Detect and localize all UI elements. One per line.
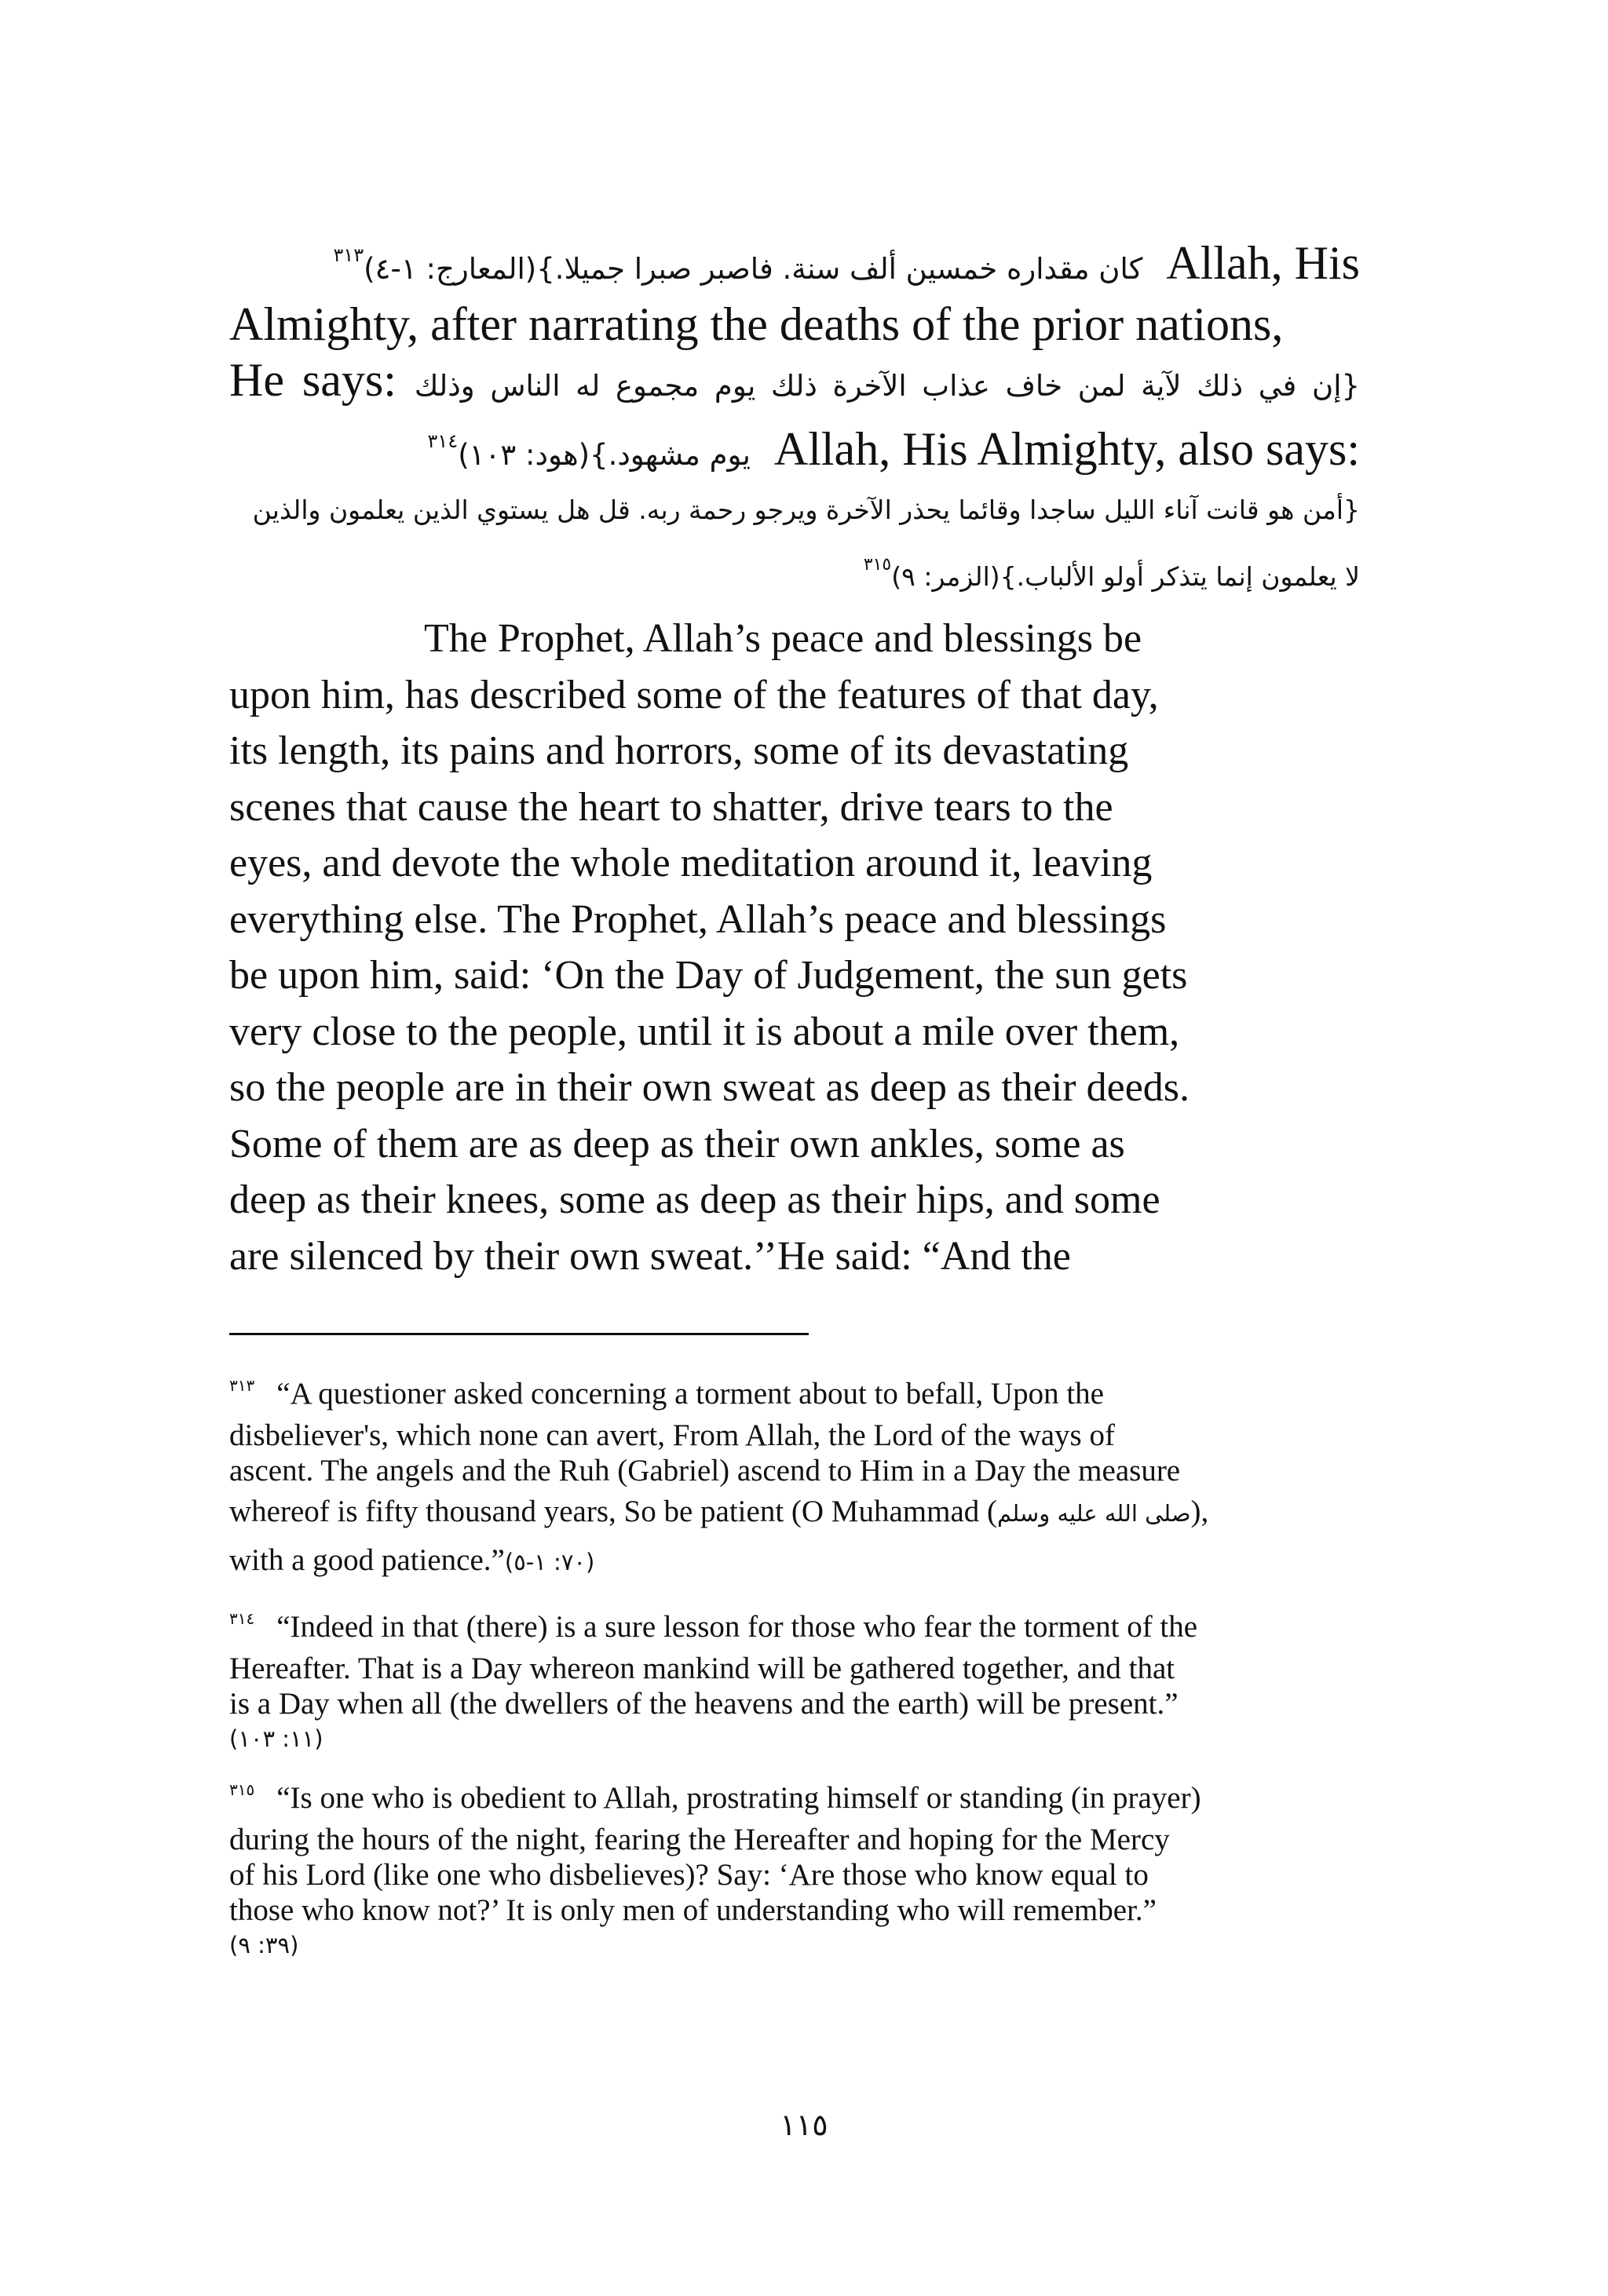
footnote-text: is a Day when all (the dwellers of the heavens and the earth) will be present.”	[229, 1687, 1179, 1721]
line-3	[229, 352, 1360, 414]
verse-reference: (٣٩: ٩)	[229, 1932, 299, 1958]
footnote-text: Hereafter. That is a Day whereon mankind will be gathered together, and that	[229, 1652, 1175, 1685]
arabic-honorific: صلى الله عليه وسلم	[997, 1500, 1191, 1527]
body-paragraph	[229, 611, 1360, 1284]
paragraph-line: so the people are in their own sweat as deep as their deeds.	[229, 1065, 1190, 1110]
footnote-text: “Is one who is obedient to Allah, prostrating himself or standing (in prayer)	[276, 1781, 1201, 1815]
footnotes	[229, 1362, 1376, 1973]
english-text: Allah, His Almighty, also says:	[773, 423, 1360, 475]
paragraph-line: deep as their knees, some as deep as their hips, and some	[229, 1177, 1160, 1222]
paragraph-line: its length, its pains and horrors, some of its devastating	[229, 728, 1129, 773]
footnote-text: whereof is fifty thousand years, So be patient (O Muhammad	[229, 1495, 980, 1528]
footnote-number: ٣١٤	[229, 1609, 255, 1628]
footnote-315	[229, 1766, 1376, 1963]
verse-reference: (٧٠: ١-٥)	[504, 1549, 595, 1575]
arabic-verse-line-2	[229, 538, 1360, 604]
paragraph-line: upon him, has described some of the features of that day,	[229, 672, 1159, 717]
footnote-text: of his Lord (like one who disbelieves)? Say: ‘Are those who know equal to	[229, 1858, 1149, 1892]
footnote-text: during the hours of the night, fearing the Hereafter and hoping for the Mercy	[229, 1823, 1170, 1856]
paragraph-line: everything else. The Prophet, Allah’s peace and blessings	[229, 896, 1167, 942]
arabic-quote: كان مقداره خمسين ألف سنة. فاصبر صبرا جميلا.}(المعارج: ١-٤)	[364, 252, 1143, 286]
line-4	[229, 414, 1360, 483]
footnote-text: ascent. The angels and the Ruh (Gabriel) ascend to Him in a Day the measure	[229, 1454, 1181, 1487]
english-text: Allah, His	[1166, 237, 1360, 289]
footnote-divider	[229, 1333, 809, 1335]
footnote-314	[229, 1595, 1376, 1757]
footnote-text: with a good patience.”	[229, 1543, 505, 1577]
paragraph-line: Some of them are as deep as their own ankles, some as	[229, 1121, 1125, 1166]
paragraph-line: The Prophet, Allah’s peace and blessings be	[424, 616, 1142, 661]
paragraph-line: scenes that cause the heart to shatter, drive tears to the	[229, 784, 1113, 830]
arabic-quote: لا يعلمون إنما يتذكر أولو الألباب.}(الزمر: ٩)	[891, 561, 1360, 592]
paragraph-line: eyes, and devote the whole meditation around it, leaving	[229, 841, 1153, 885]
footnote-text: disbeliever's, which none can avert, From Allah, the Lord of the ways of	[229, 1418, 1115, 1452]
paragraph-line: very close to the people, until it is about a mile over them,	[229, 1009, 1180, 1054]
footnote-313: $^{٣١٣}$ “A questioner asked concerning a torment about to befall, Upon the disbeliever's, which none can avert, From Allah, the Lord of the ways of ascent. The angels and the Ruh (Gabriel) ascend to Him in a Day the measure whereof is fifty thousand years, So be patient (O Muhammad (صلى الله عليه وسلم), with a good patience.”(٧٠: ١-٥)	[229, 1362, 1376, 1586]
line-1	[229, 228, 1360, 297]
footnote-text: “Indeed in that (there) is a sure lesson for those who fear the torment of the	[276, 1610, 1198, 1644]
arabic-quote: {إن في ذلك لآية لمن خاف عذاب الآخرة ذلك يوم مجموع له الناس وذلك	[414, 369, 1361, 403]
footnote-ref-315: ٣١٥	[863, 555, 892, 575]
footnote-ref-314: ٣١٤	[427, 430, 459, 452]
arabic-quote: يوم مشهود.}(هود: ١٠٣)	[458, 438, 751, 472]
paragraph-line: be upon him, said: ‘On the Day of Judgement, the sun gets	[229, 953, 1188, 998]
footnote-number: ٣١٥	[229, 1780, 255, 1799]
footnote-ref-313: ٣١٣	[333, 244, 364, 266]
verse-reference: (١١: ١٠٣)	[229, 1725, 323, 1752]
arabic-verse-line-1: {أمن هو قانت آناء الليل ساجدا وقائما يحذر الآخرة ويرجو رحمة ربه. قل هل يستوي الذين يعلمون والذين	[252, 495, 1360, 525]
line-2: Almighty, after narrating the deaths of the prior nations,	[229, 298, 1284, 350]
main-text	[229, 228, 1360, 1284]
footnote-text: those who know not?’ It is only men of understanding who will remember.”	[229, 1893, 1157, 1927]
footnote-number: ٣١٣	[229, 1376, 255, 1395]
footnote-text: “A questioner asked concerning a torment about to befall, Upon the	[276, 1377, 1104, 1411]
paragraph-line: are silenced by their own sweat.’’He said: “And the	[229, 1233, 1071, 1279]
page-number: ١١٥	[780, 2108, 828, 2142]
english-text: He says:	[229, 354, 397, 406]
